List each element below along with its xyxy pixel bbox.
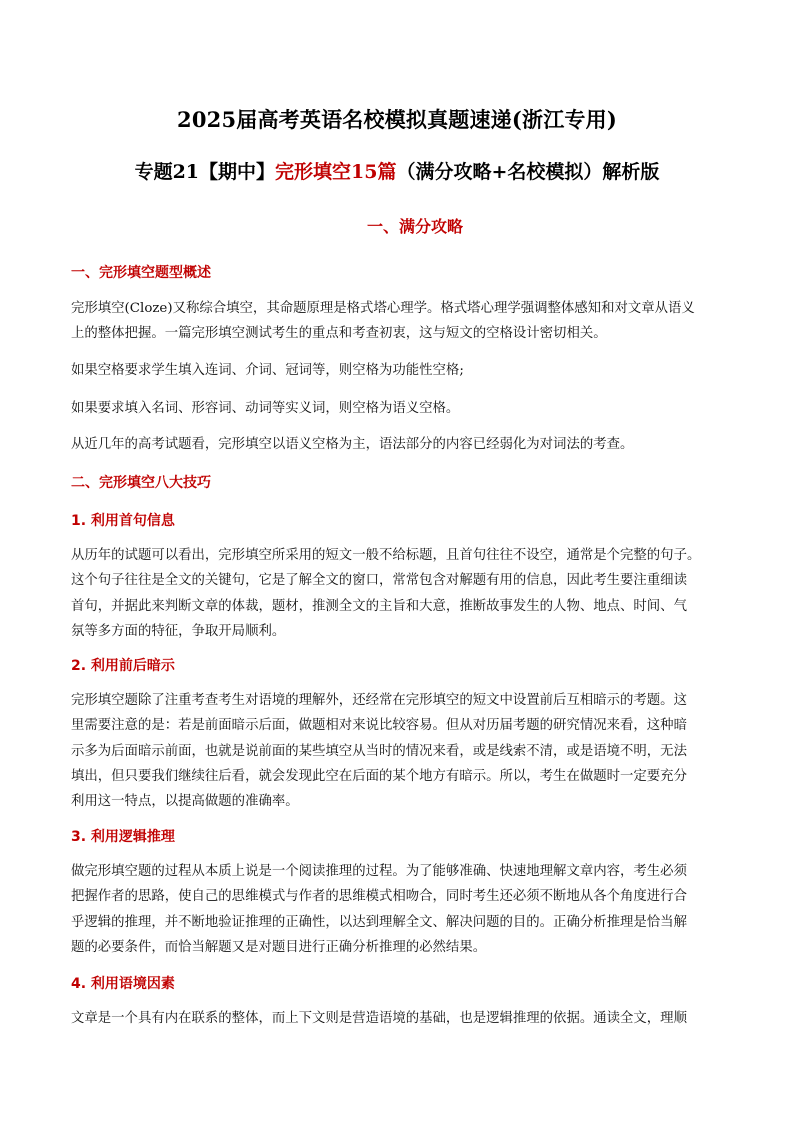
document-title: 2025届高考英语名校模拟真题速递(浙江专用) [177, 107, 617, 132]
subtitle-highlight: 完形填空15篇 [275, 161, 397, 183]
tip-paragraph [71, 688, 731, 814]
tip-paragraph [71, 1006, 731, 1031]
text-line: 上的整体把握。一篇完形填空测试考生的重点和考查初衷，这与短文的空格设计密切相关。 [71, 326, 607, 342]
tip-paragraph [71, 543, 731, 644]
subtitle-suffix: （满分攻略+名校模拟）解析版 [396, 161, 660, 183]
text-line: 示多为后面暗示前面，也就是说前面的某些填空从当时的情况来看，或是线索不清，或是语境不明，无法 [71, 743, 687, 759]
text-line: 如果空格要求学生填入连词、介词、冠词等，则空格为功能性空格; [71, 363, 464, 378]
part1-paragraph [71, 296, 731, 347]
text-line: 里需要注意的是：若是前面暗示后面，做题相对来说比较容易。但从对历届考题的研究情况来看，这种暗 [71, 718, 687, 734]
text-line: 文章是一个具有内在联系的整体，而上下文则是营造语境的基础，也是逻辑推理的依据。通读全文，理顺 [71, 1011, 687, 1026]
subtitle-prefix: 专题21【期中】 [134, 161, 276, 183]
part1-paragraph [71, 432, 731, 457]
section-title: 一、满分攻略 [366, 217, 463, 236]
text-line: 利用这一特点，以提高做题的准确率。 [71, 794, 299, 810]
part1-paragraph [71, 358, 731, 383]
part1-paragraph [71, 396, 731, 421]
text-line: 乎逻辑的推理，并不断地验证推理的正确性，以达到理解全文、解决问题的目的。正确分析推理是恰当解 [71, 914, 687, 930]
text-line: 填出，但只要我们继续往后看，就会发现此空在后面的某个地方有暗示。所以，考生在做题时一定要充分 [71, 768, 687, 784]
tip-heading: 1. 利用首句信息 [71, 513, 175, 529]
text-line: 氛等多方面的特征，争取开局顺利。 [71, 623, 286, 639]
text-line: 做完形填空题的过程从本质上说是一个阅读推理的过程。为了能够准确、快速地理解文章内容，考生必须 [71, 864, 687, 879]
tip-heading: 3. 利用逻辑推理 [71, 829, 175, 845]
part2-heading: 二、完形填空八大技巧 [71, 475, 211, 491]
text-line: 完形填空(Cloze)又称综合填空，其命题原理是格式塔心理学。格式塔心理学强调整体感知和对文章从语义 [71, 301, 695, 316]
tip-paragraph [71, 859, 731, 960]
text-line: 这个句子往往是全文的关键句，它是了解全文的窗口，常常包含对解题有用的信息，因此考生要注重细读 [71, 573, 687, 589]
text-line: 从近几年的高考试题看，完形填空以语义空格为主，语法部分的内容已经弱化为对词法的考查。 [71, 437, 634, 452]
document-subtitle [0, 157, 794, 184]
text-line: 从历年的试题可以看出，完形填空所采用的短文一般不给标题，且首句往往不设空，通常是个完整的句子。 [71, 548, 701, 563]
tip-heading: 2. 利用前后暗示 [71, 658, 175, 674]
text-line: 题的必要条件，而恰当解题又是对题目进行正确分析推理的必然结果。 [71, 939, 487, 955]
part1-heading: 一、完形填空题型概述 [71, 265, 211, 281]
text-line: 把握作者的思路，使自己的思维模式与作者的思维模式相吻合，同时考生还必须不断地从各个角度进行合 [71, 889, 687, 905]
text-line: 完形填空题除了注重考查考生对语境的理解外，还经常在完形填空的短文中设置前后互相暗示的考题。这 [71, 693, 687, 708]
tip-heading: 4. 利用语境因素 [71, 976, 175, 992]
text-line: 首句，并据此来判断文章的体裁，题材，推测全文的主旨和大意，推断故事发生的人物、地点、时间、气 [71, 598, 687, 614]
text-line: 如果要求填入名词、形容词、动词等实义词，则空格为语义空格。 [71, 401, 460, 416]
